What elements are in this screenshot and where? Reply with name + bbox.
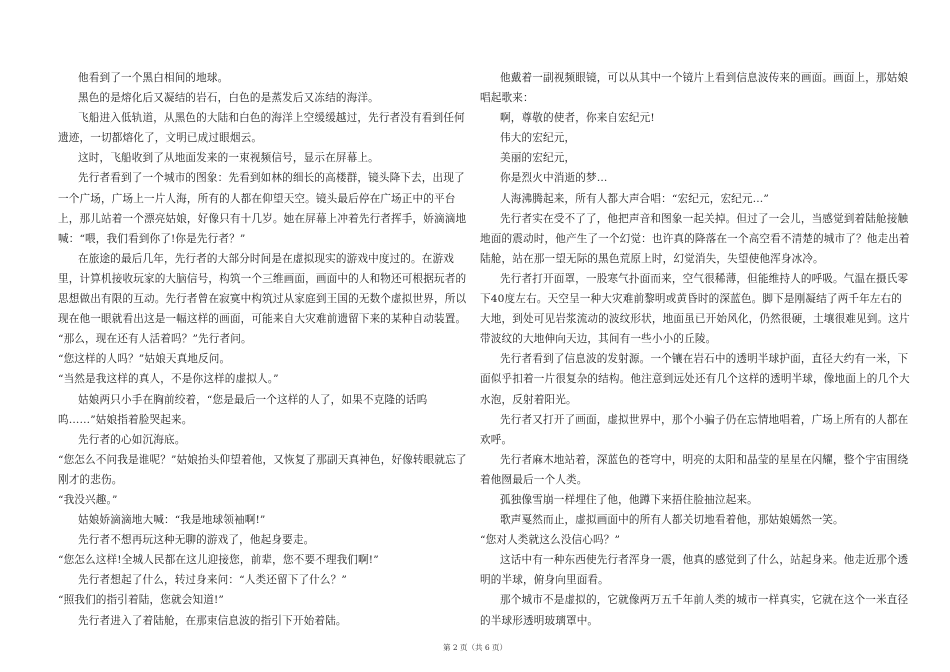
paragraph: 伟大的宏纪元， (500, 132, 576, 145)
paragraph: 孤独像雪崩一样埋住了他，他蹲下来捂住脸抽泣起来。 (500, 493, 758, 506)
paragraph: “当然是我这样的真人，不是你这样的虚拟人。” (58, 373, 279, 386)
paragraph: 黑色的是熔化后又凝结的岩石，白色的是蒸发后又冻结的海洋。 (78, 92, 379, 105)
paragraph: “我没兴趣。” (58, 493, 118, 506)
paragraph: 这话中有一种东西使先行者浑身一震，他真的感觉到了什么，站起身来。他走近那个透明的半球，俯身向里面看。 (480, 554, 909, 587)
paragraph: “那么，现在还有人活着吗？”先行者问。 (58, 333, 252, 346)
paragraph: 先行者看到了一个城市的图象：先看到如林的细长的高楼群，镜头降下去，出现了一个广场，广场上一片人海，所有的人都在仰望天空。镜头最后停在广场正中的平台上，那儿站着一个漂亮姑娘，好像只有十几岁。她在屏幕上冲着先行者挥手，娇滴滴地喊：“喂，我们看到你了!你是先行者？” (58, 172, 467, 245)
paragraph: 先行者打开面罩，一股寒气扑面而来，空气很稀薄，但能维持人的呼吸。气温在摄氏零下40度左右。天空呈一种大灾难前黎明或黄昏时的深蓝色。脚下是刚凝结了两千年左右的大地，到处可见岩浆流动的波纹形状，地面虽已开始风化，仍然很硬，土壤很难见到。这片带波纹的大地伸向天边，其间有一些小小的丘陵。 (480, 272, 910, 346)
paragraph: “您怎么不问我是谁呢？”姑娘抬头仰望着他，又恢复了那副天真神色，好像转眼就忘了刚才的悲伤。 (58, 453, 467, 486)
paragraph: 他看到了一个黑白相间的地球。 (78, 72, 229, 84)
paragraph: 这时，飞船收到了从地面发来的一束视频信号，显示在屏幕上。 (78, 152, 379, 165)
page-footer: 第 2 页（共 6 页） (442, 643, 508, 652)
paragraph: “照我们的指引着陆，您就会知道!” (58, 594, 224, 607)
paragraph: 先行者看到了信息波的发射源。一个镶在岩石中的透明半球护面，直径大约有一米，下面似乎扣着一片很复杂的结构。他注意到远处还有几个这样的透明半球，像地面上的几个大水泡，反射着阳光。 (480, 353, 910, 406)
paragraph: 你是烈火中消逝的梦… (500, 172, 608, 185)
paragraph: 姑娘娇滴滴地大喊：“我是地球领袖啊!” (78, 514, 266, 527)
paragraph: 歌声戛然而止，虚拟画面中的所有人都关切地看着他，那姑娘嫣然一笑。 (500, 514, 844, 527)
paragraph: “您这样的人吗？”姑娘天真地反问。 (58, 353, 231, 366)
paragraph: 在旅途的最后几年，先行者的大部分时间是在虚拟现实的游戏中度过的。在游戏里，计算机接收玩家的大脑信号，构筑一个三维画面，画面中的人和物还可根据玩者的思想做出有限的互动。先行者曾在寂寞中构筑过从家庭到王国的无数个虚拟世界，所以现在他一眼就看出这是一幅这样的画面，可能来自大灾难前遗留下来的某种自动装置。 (58, 252, 467, 326)
paragraph: “您对人类就这么没信心吗？” (480, 534, 621, 547)
paragraph: 先行者实在受不了了，他把声音和图象一起关掉。但过了一会儿，当感觉到着陆舱接触地面的震动时，他产生了一个幻觉：也许真的降落在一个高空看不清楚的城市了？他走出着陆舱，站在那一望无际的黑色荒原上时，幻觉消失，失望使他浑身冰冷。 (480, 212, 910, 265)
paragraph: 先行者不想再玩这种无聊的游戏了，他起身要走。 (78, 534, 315, 547)
paragraph: 飞船进入低轨道，从黑色的大陆和白色的海洋上空缓缓越过，先行者没有看到任何遗迹，一切都熔化了，文明已成过眼烟云。 (58, 112, 465, 145)
right-column (480, 68, 912, 631)
paragraph: 先行者进入了着陆舱，在那束信息波的指引下开始着陆。 (78, 614, 347, 627)
paragraph: 他戴着一副视频眼镜，可以从其中一个镜片上看到信息波传来的画面。画面上，那姑娘唱起歌来： (480, 72, 909, 105)
paragraph: 姑娘两只小手在胸前绞着，“您是最后一个这样的人了，如果不克隆的话呜呜……”姑娘指着脸哭起来。 (58, 393, 428, 426)
paragraph: 先行者的心如沉海底。 (78, 433, 186, 446)
left-column (58, 68, 474, 631)
paragraph: 先行者麻木地站着，深蓝色的苍穹中，明亮的太阳和晶莹的星星在闪耀，整个宇宙围绕着他囫最后一个人类。 (480, 453, 909, 486)
paragraph: 人海沸腾起来，所有人都大声合唱：“宏纪元，宏纪元…” (500, 192, 769, 205)
paragraph: 先行者想起了什么，转过身来问：“人类还留下了什么？” (78, 574, 347, 587)
paragraph: 美丽的宏纪元， (500, 152, 576, 165)
paragraph: 那个城市不是虚拟的，它就像两万五千年前人类的城市一样真实，它就在这个一米直径的半球形透明玻璃罩中。 (480, 594, 909, 627)
paragraph: 啊，尊敬的使者，你来自宏纪元! (500, 112, 655, 125)
paragraph: 先行者又打开了画面，虚拟世界中，那个小骗子仍在忘情地唱着，广场上所有的人都在欢呼。 (480, 413, 909, 446)
paragraph: “您怎么这样!全城人民都在这儿迎接您，前辈，您不要不理我们啊!” (58, 554, 379, 567)
